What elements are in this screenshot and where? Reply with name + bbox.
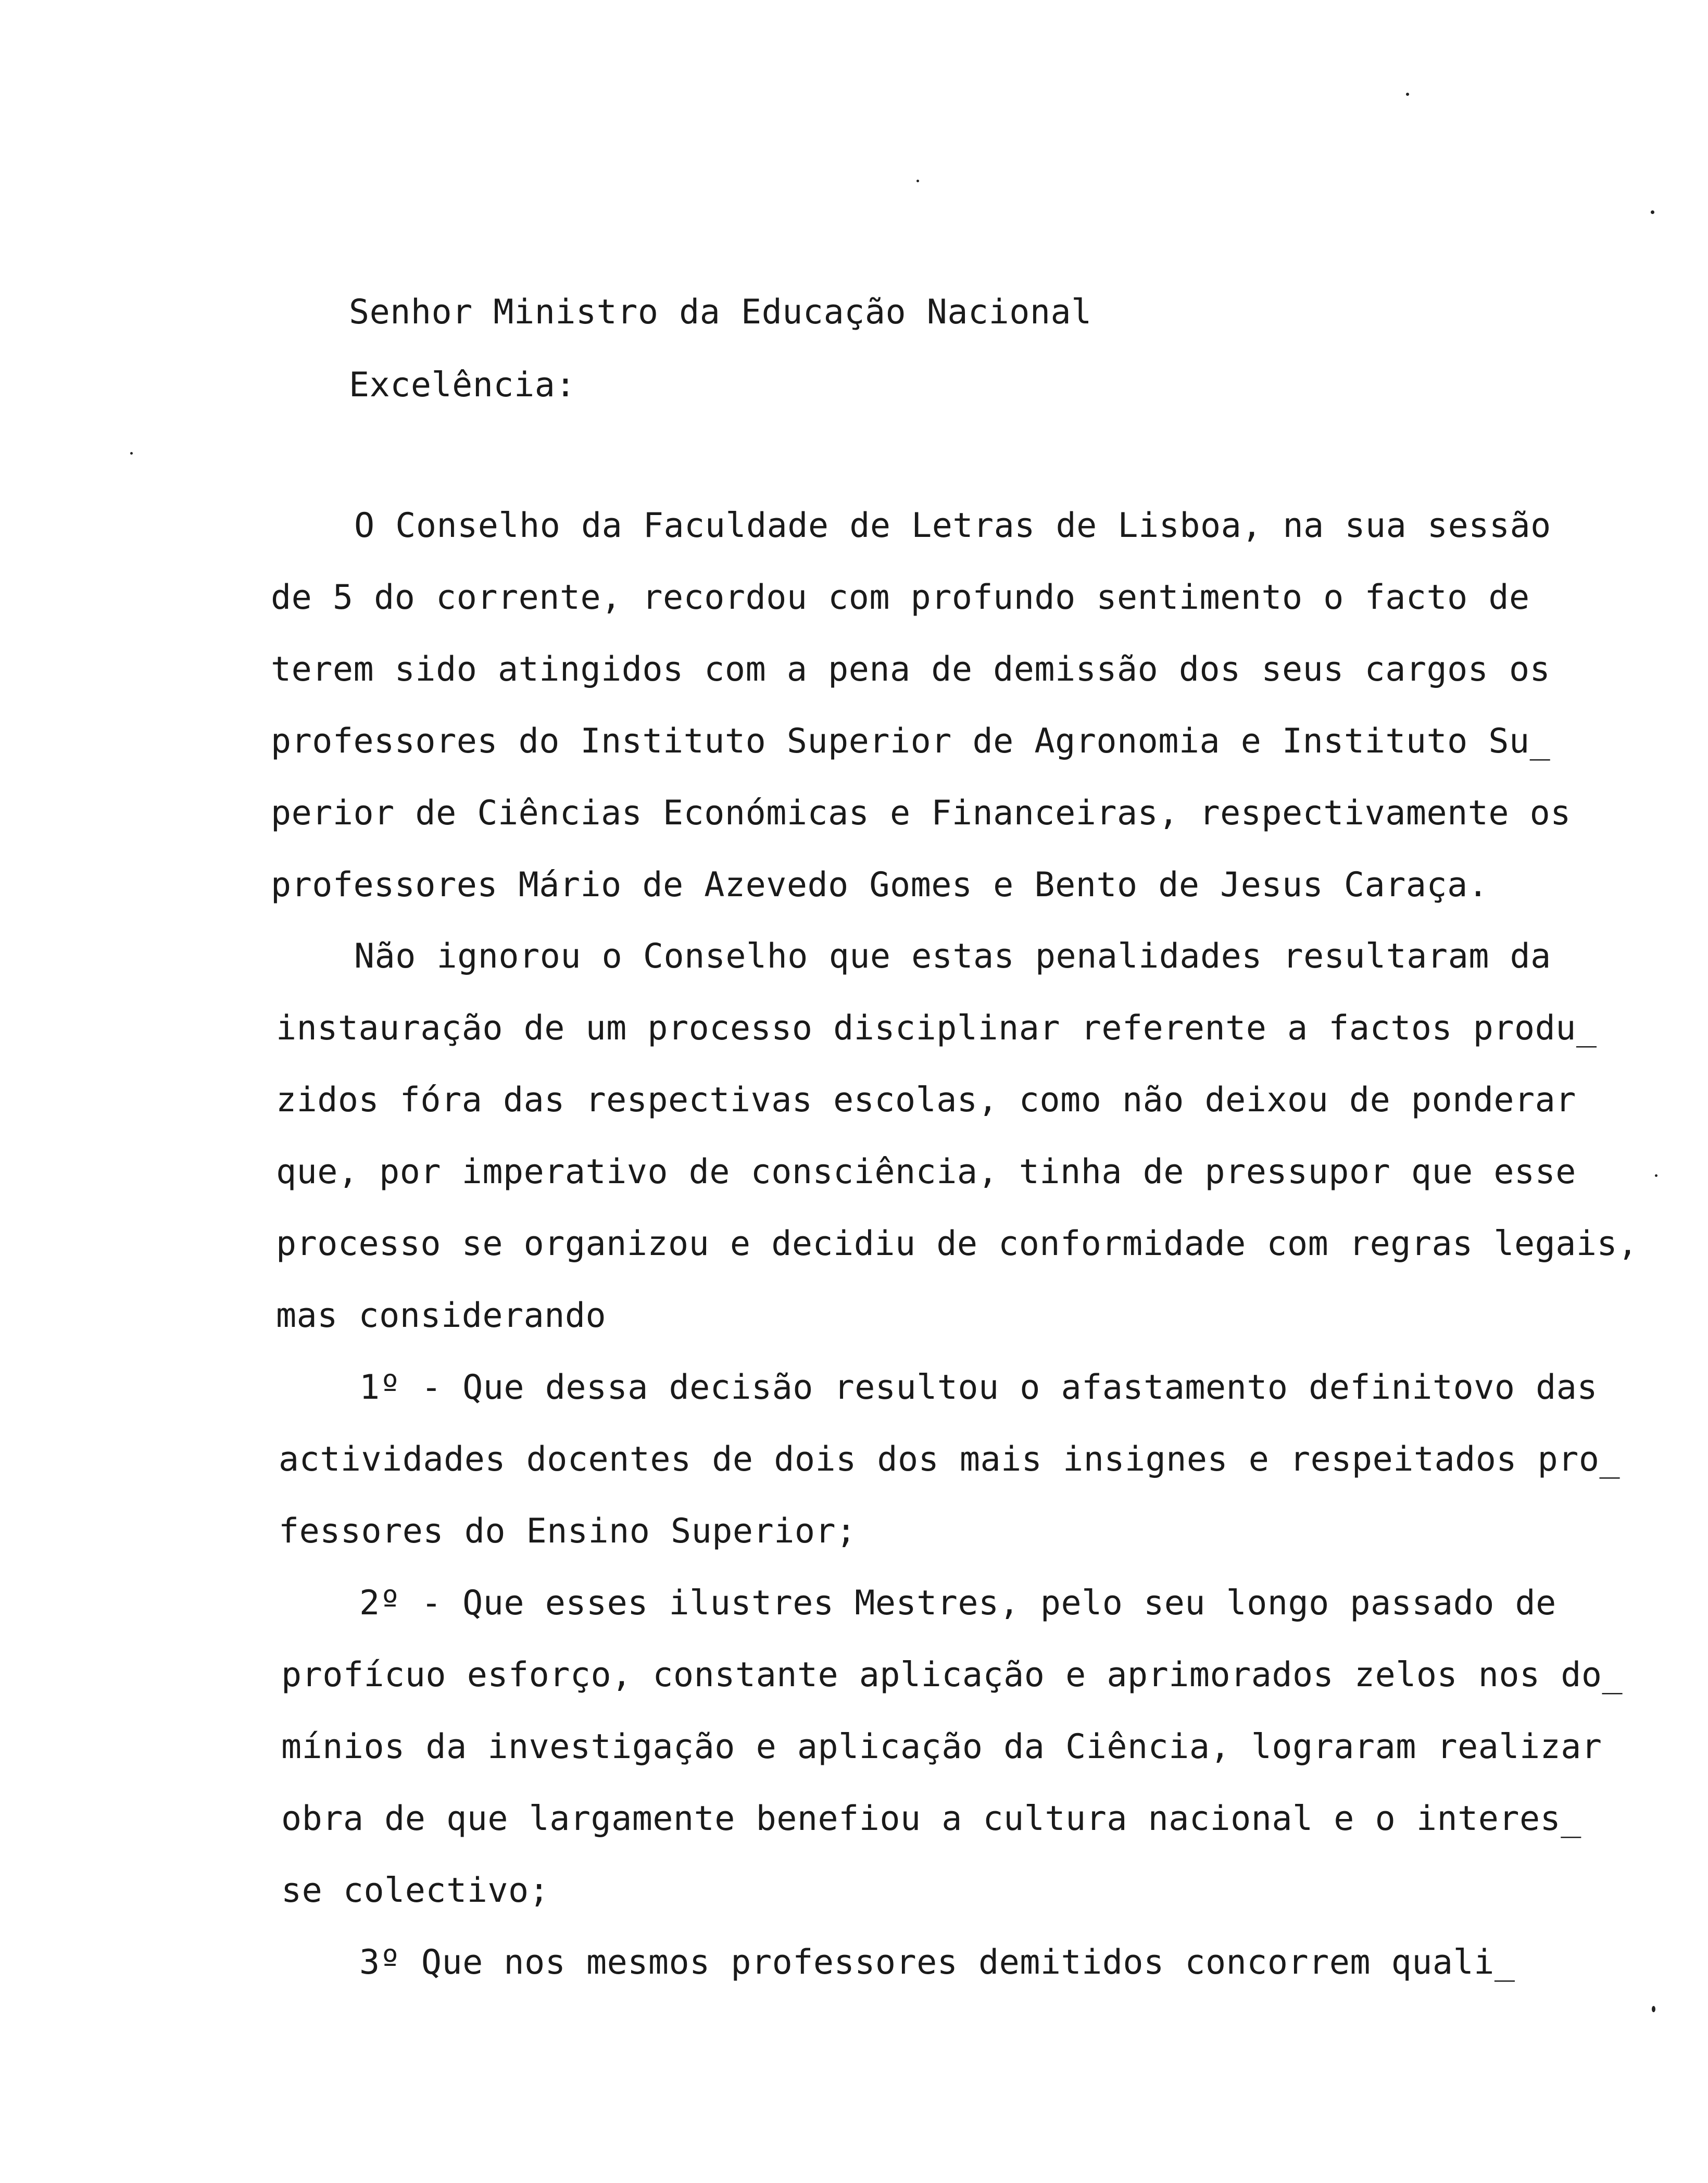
scan-speck — [916, 180, 919, 182]
body-line: terem sido atingidos com a pena de demissão dos seus cargos os — [271, 650, 1551, 689]
body-line: profícuo esforço, constante aplicação e aprimorados zelos nos do_ — [281, 1655, 1623, 1695]
body-line: perior de Ciências Económicas e Financeiras, respectivamente os — [271, 794, 1571, 833]
scan-speck — [1406, 93, 1409, 96]
body-line: 1º - Que dessa decisão resultou o afastamento definitovo das — [359, 1368, 1598, 1407]
body-line: O Conselho da Faculdade de Letras de Lisboa, na sua sessão — [354, 506, 1551, 545]
body-line: 2º - Que esses ilustres Mestres, pelo seu longo passado de — [359, 1584, 1556, 1623]
body-line: actividades docentes de dois dos mais insignes e respeitados pro_ — [279, 1440, 1621, 1479]
body-line: se colectivo; — [281, 1871, 550, 1910]
scan-speck — [130, 452, 133, 455]
body-line: Não ignorou o Conselho que estas penalidades resultaram da — [354, 937, 1551, 976]
body-line: professores do Instituto Superior de Agronomia e Instituto Su_ — [271, 722, 1551, 761]
body-line: fessores do Ensino Superior; — [279, 1512, 857, 1551]
scan-speck — [1652, 2006, 1655, 2012]
addressee-line: Senhor Ministro da Educação Nacional — [349, 293, 1092, 332]
body-line: processo se organizou e decidiu de conformidade com regras legais, — [276, 1224, 1638, 1263]
scan-speck — [1655, 1174, 1657, 1177]
body-line: que, por imperativo de consciência, tinha de pressupor que esse — [276, 1152, 1576, 1191]
scan-speck — [1651, 210, 1654, 214]
body-line: professores Mário de Azevedo Gomes e Bento de Jesus Caraça. — [271, 865, 1489, 905]
body-line: mínios da investigação e aplicação da Ciência, lograram realizar — [281, 1727, 1602, 1766]
body-line: mas considerando — [276, 1296, 607, 1335]
greeting-line: Excelência: — [349, 366, 576, 405]
body-line: zidos fóra das respectivas escolas, como não deixou de ponderar — [276, 1081, 1576, 1120]
body-line: obra de que largamente benefiou a cultura nacional e o interes_ — [281, 1799, 1581, 1838]
body-line: 3º Que nos mesmos professores demitidos concorrem quali_ — [359, 1943, 1515, 1982]
body-line: de 5 do corrente, recordou com profundo sentimento o facto de — [271, 578, 1530, 617]
body-line: instauração de um processo disciplinar referente a factos produ_ — [276, 1009, 1597, 1048]
